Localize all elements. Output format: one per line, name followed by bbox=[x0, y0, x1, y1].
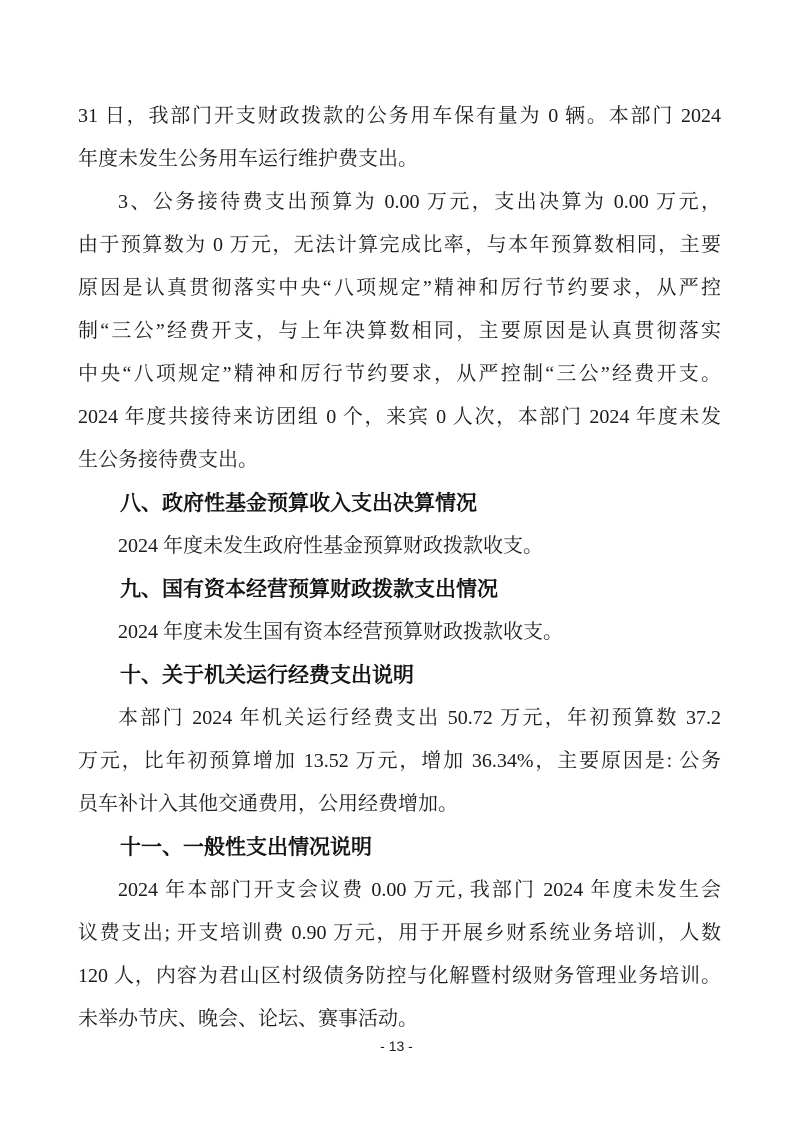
section-heading-10-operating-expense: 十、关于机关运行经费支出说明 bbox=[120, 664, 414, 687]
text-line: 中央“八项规定”精神和厉行节约要求，从严控制“三公”经费开支。 bbox=[78, 363, 721, 385]
text-line: 本部门 2024 年机关运行经费支出 50.72 万元，年初预算数 37.2 bbox=[118, 707, 721, 729]
text-line: 2024 年度共接待来访团组 0 个，来宾 0 人次，本部门 2024 年度未发 bbox=[78, 406, 721, 428]
text-line: 员车补计入其他交通费用，公用经费增加。 bbox=[78, 793, 458, 815]
text-line: 制“三公”经费开支，与上年决算数相同，主要原因是认真贯彻落实 bbox=[78, 320, 721, 342]
paragraph-vehicle-continuation bbox=[78, 95, 721, 181]
section-heading-9-state-capital: 九、国有资本经营预算财政拨款支出情况 bbox=[120, 578, 498, 601]
text-line: 年度未发生公务用车运行维护费支出。 bbox=[78, 148, 418, 170]
paragraph-government-fund bbox=[78, 525, 721, 568]
text-line: 2024 年度未发生政府性基金预算财政拨款收支。 bbox=[118, 535, 543, 557]
text-line: 原因是认真贯彻落实中央“八项规定”精神和厉行节约要求，从严控 bbox=[78, 277, 721, 299]
text-line: 3、公务接待费支出预算为 0.00 万元，支出决算为 0.00 万元， bbox=[118, 191, 721, 213]
text-line: 2024 年本部门开支会议费 0.00 万元, 我部门 2024 年度未发生会 bbox=[118, 879, 721, 901]
document-body bbox=[78, 95, 721, 1041]
paragraph-official-reception bbox=[78, 181, 721, 482]
text-line: 议费支出; 开支培训费 0.90 万元，用于开展乡财系统业务培训，人数 bbox=[78, 922, 721, 944]
paragraph-state-capital bbox=[78, 611, 721, 654]
section-heading-11-general-expenditure: 十一、一般性支出情况说明 bbox=[120, 836, 372, 859]
text-line: 120 人，内容为君山区村级债务防控与化解暨村级财务管理业务培训。 bbox=[78, 965, 721, 987]
text-line: 未举办节庆、晚会、论坛、赛事活动。 bbox=[78, 1008, 418, 1030]
paragraph-operating-expense bbox=[78, 697, 721, 826]
text-line: 31 日，我部门开支财政拨款的公务用车保有量为 0 辆。本部门 2024 bbox=[78, 105, 721, 127]
text-line: 由于预算数为 0 万元，无法计算完成比率，与本年预算数相同，主要 bbox=[78, 234, 721, 256]
page-number: - 13 - bbox=[380, 1038, 413, 1054]
section-heading-8-government-fund: 八、政府性基金预算收入支出决算情况 bbox=[120, 492, 477, 515]
text-line: 万元，比年初预算增加 13.52 万元，增加 36.34%，主要原因是: 公务 bbox=[78, 750, 721, 772]
text-line: 生公务接待费支出。 bbox=[78, 449, 258, 471]
text-line: 2024 年度未发生国有资本经营预算财政拨款收支。 bbox=[118, 621, 563, 643]
paragraph-general-expenditure bbox=[78, 869, 721, 1041]
